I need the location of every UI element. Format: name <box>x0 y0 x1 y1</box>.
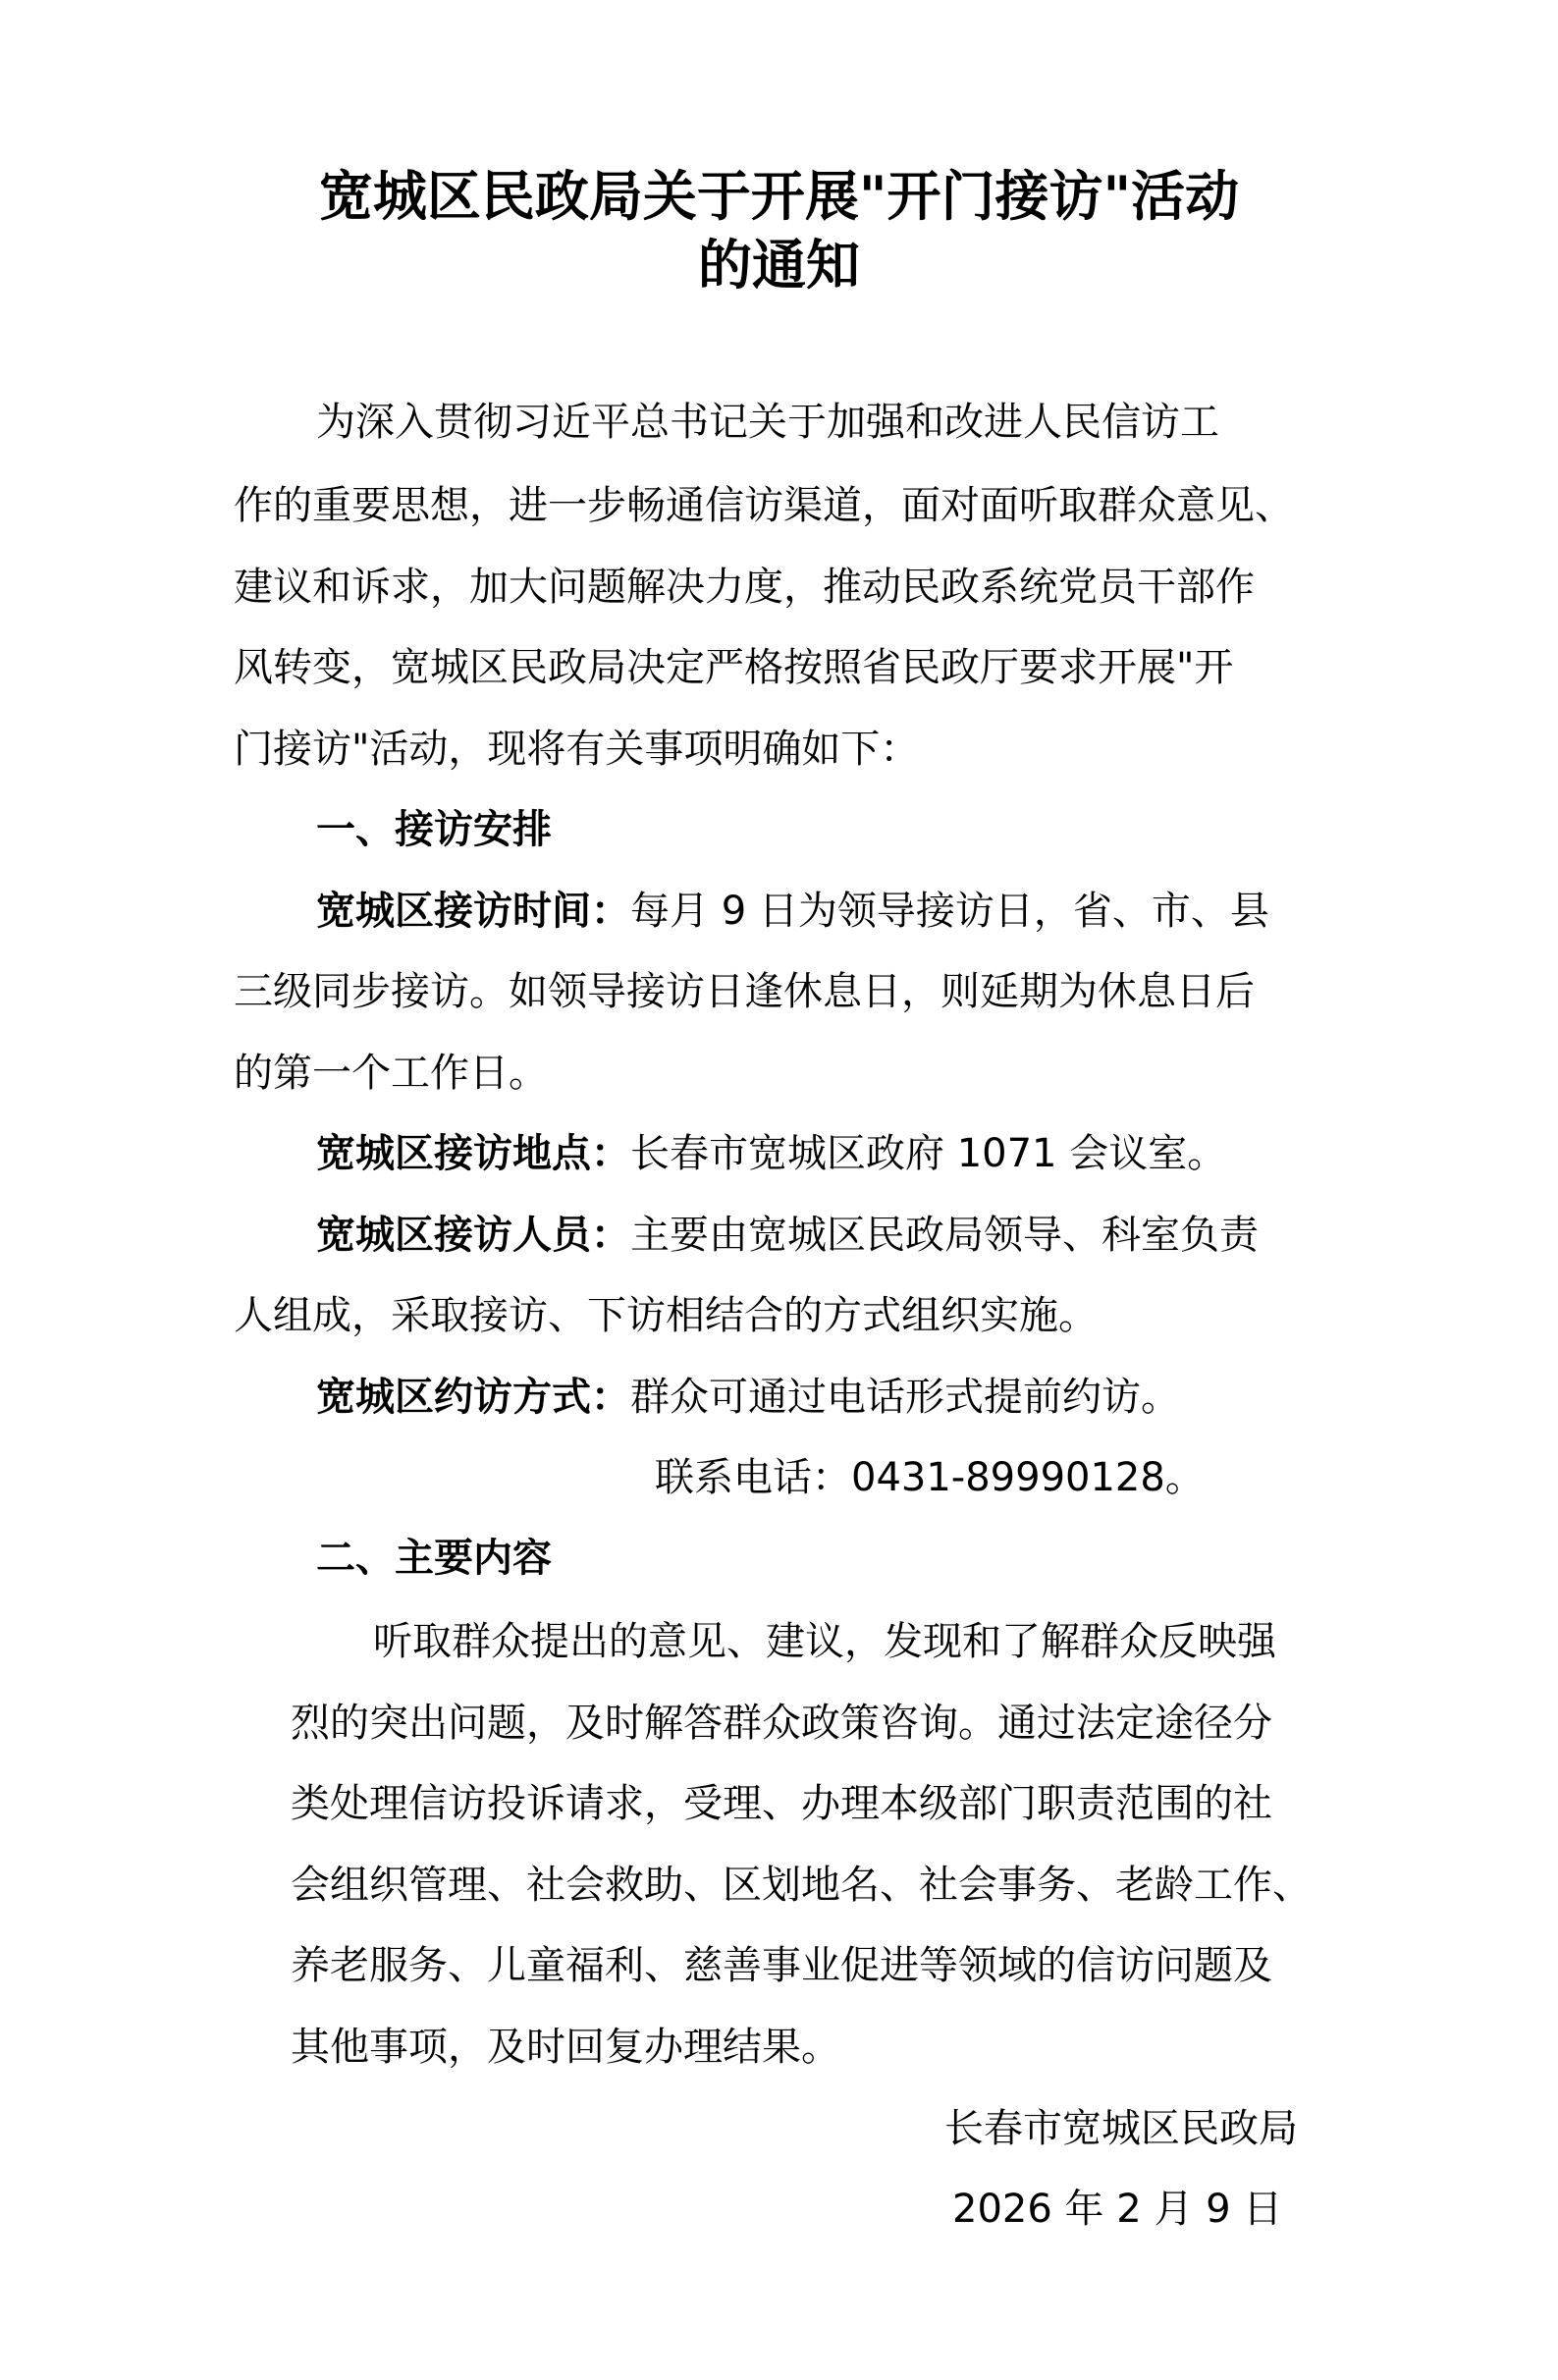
appointment-value: 群众可通过电话形式提前约访。 <box>630 1375 1180 1420</box>
intro-line: 门接访"活动，现将有关事项明确如下： <box>234 727 920 772</box>
visit-place-line <box>316 1124 1226 1183</box>
intro-line: 建议和诉求，加大问题解决力度，推动民政系统党员干部作 <box>234 565 1255 610</box>
contact-phone: 联系电话：0431-89990128。 <box>655 1455 1205 1500</box>
visit-staff-line <box>316 1206 1259 1265</box>
content-line: 类处理信访投诉请求，受理、办理本级部门职责范围的社 <box>291 1781 1272 1826</box>
content-line: 养老服务、儿童福利、慈善事业促进等领域的信访问题及 <box>291 1943 1272 1988</box>
document-title-line-2: 的通知 <box>697 233 860 297</box>
visit-staff-value: 主要由宽城区民政局领导、科室负责 <box>630 1213 1259 1258</box>
appointment-label: 宽城区约访方式： <box>316 1375 630 1420</box>
visit-staff-label: 宽城区接访人员： <box>316 1213 630 1258</box>
section-2-heading: 二、主要内容 <box>316 1536 552 1581</box>
intro-line: 风转变，宽城区民政局决定严格按照省民政厅要求开展"开 <box>234 645 1234 690</box>
signature-date: 2026 年 2 月 9 日 <box>952 2187 1283 2232</box>
intro-line: 为深入贯彻习近平总书记关于加强和改进人民信访工 <box>316 400 1219 445</box>
content-line: 烈的突出问题，及时解答群众政策咨询。通过法定途径分 <box>291 1701 1272 1746</box>
visit-time-line: 三级同步接访。如领导接访日逢休息日，则延期为休息日后 <box>234 969 1255 1014</box>
appointment-line <box>316 1368 1180 1427</box>
document-title-line-1: 宽城区民政局关于开展"开门接访"活动 <box>318 164 1240 228</box>
content-line: 听取群众提出的意见、建议，发现和了解群众反映强 <box>373 1619 1276 1664</box>
intro-line: 作的重要思想，进一步畅通信访渠道，面对面听取群众意见、 <box>234 483 1294 528</box>
signature-org: 长春市宽城区民政局 <box>944 2106 1298 2151</box>
content-line: 其他事项，及时回复办理结果。 <box>291 2025 840 2070</box>
visit-place-label: 宽城区接访地点： <box>316 1131 630 1176</box>
content-line: 会组织管理、社会救助、区划地名、社会事务、老龄工作、 <box>291 1863 1312 1908</box>
visit-time-line <box>316 882 1269 941</box>
section-1-heading: 一、接访安排 <box>316 807 552 852</box>
visit-place-value: 长春市宽城区政府 1071 会议室。 <box>630 1131 1227 1176</box>
visit-staff-line: 人组成，采取接访、下访相结合的方式组织实施。 <box>234 1293 1098 1338</box>
visit-time-line: 的第一个工作日。 <box>234 1051 548 1096</box>
visit-time-label: 宽城区接访时间： <box>316 889 630 934</box>
visit-time-value: 每月 9 日为领导接访日，省、市、县 <box>630 889 1269 934</box>
